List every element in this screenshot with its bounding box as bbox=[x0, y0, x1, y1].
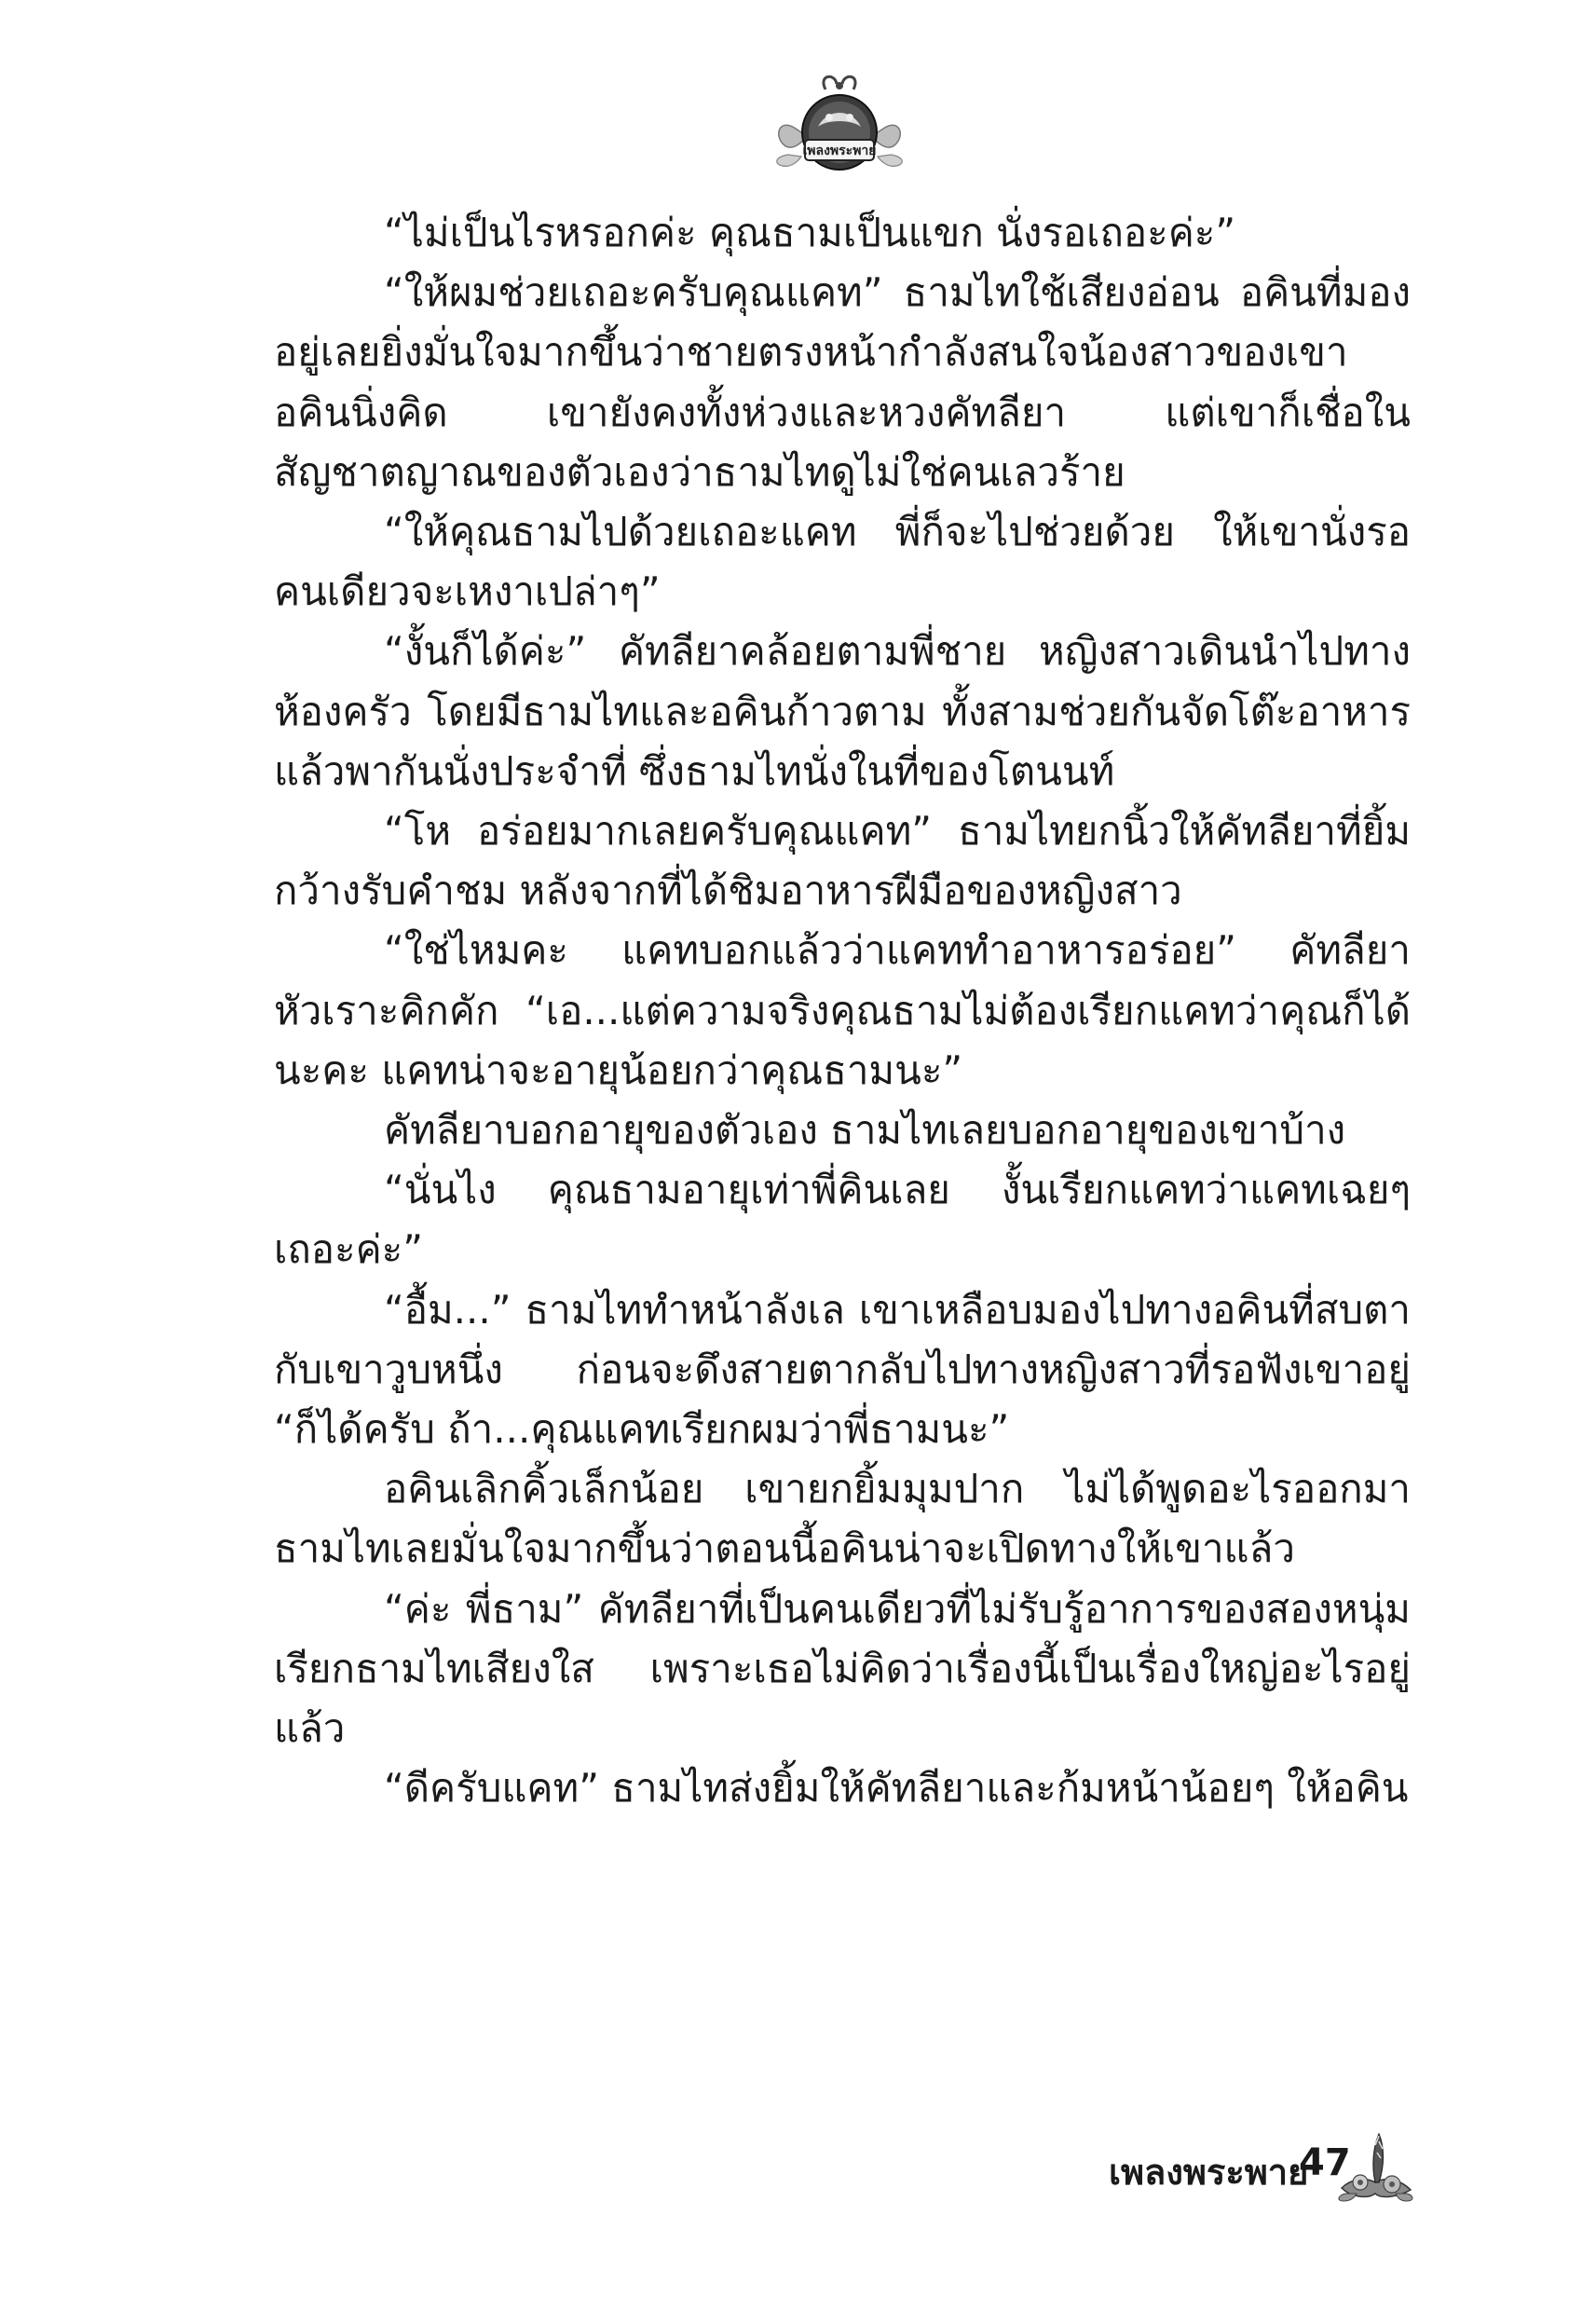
paragraph: อคินเลิกคิ้วเล็กน้อย เขายกยิ้มมุมปาก ไม่ได้พูดอะไรออกมา ธามไทเลยมั่นใจมากขึ้นว่าตอนนี้อคินน่าจะเปิดทางให้เขาแล้ว bbox=[274, 1466, 1411, 1572]
paragraph: “อื้ม...” ธามไททำหน้าลังเล เขาเหลือบมองไปทางอคินที่สบตากับเขาวูบหนึ่ง ก่อนจะดึงสายตากลับไปทางหญิงสาวที่รอฟังเขาอยู่ “ก็ได้ครับ ถ้า...คุณแคทเรียกผมว่าพี่ธามนะ” bbox=[274, 1286, 1411, 1453]
paragraph: “ให้ผมช่วยเถอะครับคุณแคท” ธามไทใช้เสียงอ่อน อคินที่มองอยู่เลยยิ่งมั่นใจมากขึ้นว่าชายตรงหน้ากำลังสนใจน้องสาวของเขา อคินนิ่งคิด เขายังคงทั้งห่วงและหวงคัทลียา แต่เขาก็เชื่อในสัญชาตญาณของตัวเองว่าธามไทดูไม่ใช่คนเลวร้าย bbox=[274, 269, 1411, 495]
body-text bbox=[274, 203, 1411, 1818]
floral-emblem-icon bbox=[770, 71, 909, 175]
paragraph: คัทลียาบอกอายุของตัวเอง ธามไทเลยบอกอายุของเขาบ้าง bbox=[384, 1107, 1346, 1154]
page-footer bbox=[1109, 2128, 1416, 2203]
page-number: 47 bbox=[1299, 2141, 1351, 2184]
flower-bouquet-icon bbox=[1332, 2128, 1416, 2203]
paragraph: “ดีครับแคท” ธามไทส่งยิ้มให้คัทลียาและก้มหน้าน้อยๆ ให้อคิน bbox=[384, 1765, 1409, 1812]
emblem-label: เพลงพระพาย bbox=[802, 144, 877, 158]
paragraph: “ใช่ไหมคะ แคทบอกแล้วว่าแคททำอาหารอร่อย” คัทลียาหัวเราะคิกคัก “เอ...แต่ความจริงคุณธามไม่ต้องเรียกแคทว่าคุณก็ได้นะคะ แคทน่าจะอายุน้อยกว่าคุณธามนะ” bbox=[274, 927, 1411, 1093]
paragraph: “ค่ะ พี่ธาม” คัทลียาที่เป็นคนเดียวที่ไม่รับรู้อาการของสองหนุ่มเรียกธามไทเสียงใส เพราะเธอไม่คิดว่าเรื่องนี้เป็นเรื่องใหญ่อะไรอยู่แล้ว bbox=[274, 1585, 1411, 1752]
paragraph: “นั่นไง คุณธามอายุเท่าพี่คินเลย งั้นเรียกแคทว่าแคทเฉยๆเถอะค่ะ” bbox=[274, 1167, 1411, 1273]
paragraph: “งั้นก็ได้ค่ะ” คัทลียาคล้อยตามพี่ชาย หญิงสาวเดินนำไปทางห้องครัว โดยมีธามไทและอคินก้าวตาม ทั้งสามช่วยกันจัดโต๊ะอาหารแล้วพากันนั่งประจำที่ ซึ่งธามไทนั่งในที่ของโตนนท์ bbox=[274, 628, 1411, 794]
paragraph: “โห อร่อยมากเลยครับคุณแคท” ธามไทยกนิ้วให้คัทลียาที่ยิ้มกว้างรับคำชม หลังจากที่ได้ชิมอาหารฝีมือของหญิงสาว bbox=[274, 808, 1411, 914]
book-title: เพลงพระพาย bbox=[1109, 2152, 1309, 2193]
paragraph: “ให้คุณธามไปด้วยเถอะแคท พี่ก็จะไปช่วยด้วย ให้เขานั่งรอคนเดียวจะเหงาเปล่าๆ” bbox=[274, 509, 1411, 615]
paragraph: “ไม่เป็นไรหรอกค่ะ คุณธามเป็นแขก นั่งรอเถอะค่ะ” bbox=[384, 210, 1236, 255]
